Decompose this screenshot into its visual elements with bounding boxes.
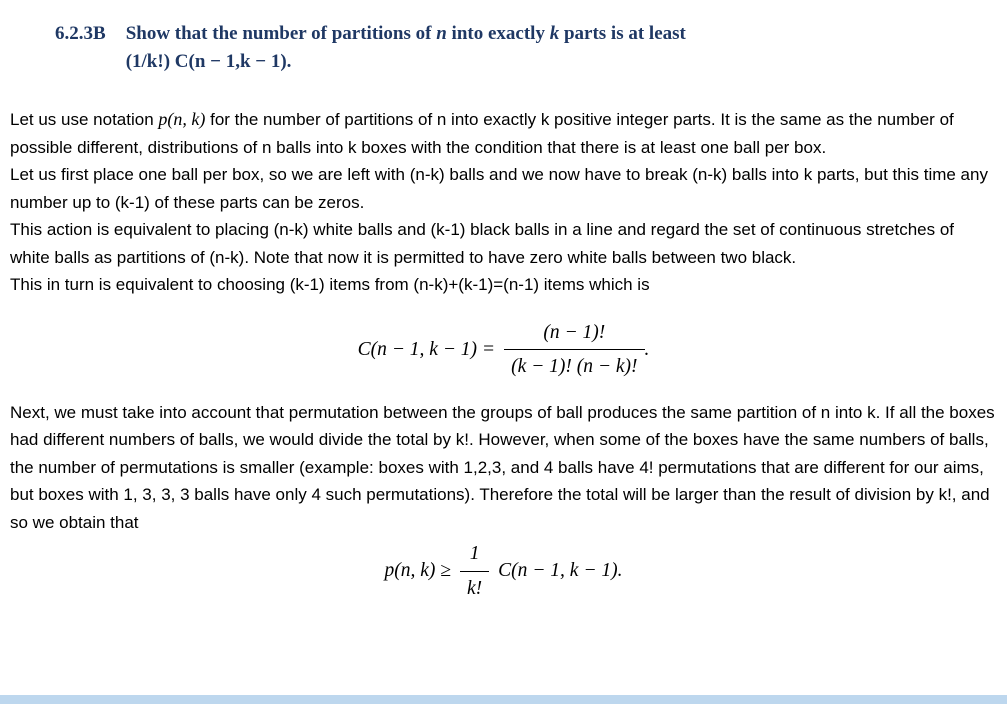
formula-period: .	[644, 338, 650, 360]
paragraph-1-text: for the number of partitions of n into exactly k positive integer parts. It is the same as the number of possible different, distributions of n balls into k boxes with the condition that there is at least one ball per box.	[10, 110, 954, 157]
fraction-denominator: k!	[466, 577, 483, 599]
problem-statement-line1	[126, 20, 686, 48]
fraction-numerator: 1	[460, 540, 489, 572]
paragraph-3: This action is equivalent to placing (n-k) white balls and (k-1) black balls in a line and regard the set of continuous stretches of white balls as partitions of (n-k). Note that now it is permitted to have zero white balls between two black.	[10, 220, 954, 267]
problem-statement-line2: (1/k!) C(n − 1,k − 1).	[125, 51, 292, 72]
fraction-denominator: (k − 1)! (n − k)!	[511, 356, 638, 377]
formula-binomial	[10, 319, 997, 381]
problem-statement	[126, 20, 686, 76]
formula-binomial-fraction	[504, 319, 644, 381]
problem-number: 6.2.3B	[55, 23, 106, 44]
inline-math-pnk: p(n, k)	[158, 109, 206, 129]
formula-binomial-lhs: C(n − 1, k − 1) =	[357, 338, 496, 360]
paragraph-5: Next, we must take into account that permutation between the groups of ball produces the same partition of n into k. If all the boxes had different numbers of balls, we would divide the total by k!. However, when some of the boxes have the same numbers of balls, the number of permutations is smaller (example: boxes with 1,2,3, and 4 balls have 4! permutations that are different for our aims, but boxes with 1, 3, 3, 3 balls have only 4 such permutations). Therefore the total will be larger than the result of division by k!, and so we obtain that	[10, 402, 995, 532]
bottom-highlight-bar	[0, 695, 1007, 704]
solution-body	[10, 106, 997, 602]
statement-text: Show that the number of partitions of	[125, 23, 437, 44]
math-var-k: k	[549, 23, 560, 44]
statement-text: parts is at least	[559, 23, 686, 44]
math-var-n: n	[436, 23, 447, 44]
paragraph-2: Let us first place one ball per box, so we are left with (n-k) balls and we now have to break (n-k) balls into k parts, but this time any number up to (k-1) of these parts can be zeros.	[10, 165, 988, 212]
problem-header	[55, 20, 915, 76]
fraction-numerator: (n − 1)!	[504, 319, 644, 351]
formula-result	[10, 540, 997, 602]
formula-result-rhs: C(n − 1, k − 1).	[498, 560, 623, 582]
statement-text: into exactly	[446, 23, 550, 44]
formula-result-fraction	[460, 540, 489, 602]
paragraph-1	[10, 106, 997, 161]
formula-result-lhs: p(n, k) ≥	[384, 560, 451, 582]
paragraph-4: This in turn is equivalent to choosing (k-1) items from (n-k)+(k-1)=(n-1) items which is	[10, 275, 650, 294]
paragraph-1-text: Let us use notation	[10, 110, 159, 129]
